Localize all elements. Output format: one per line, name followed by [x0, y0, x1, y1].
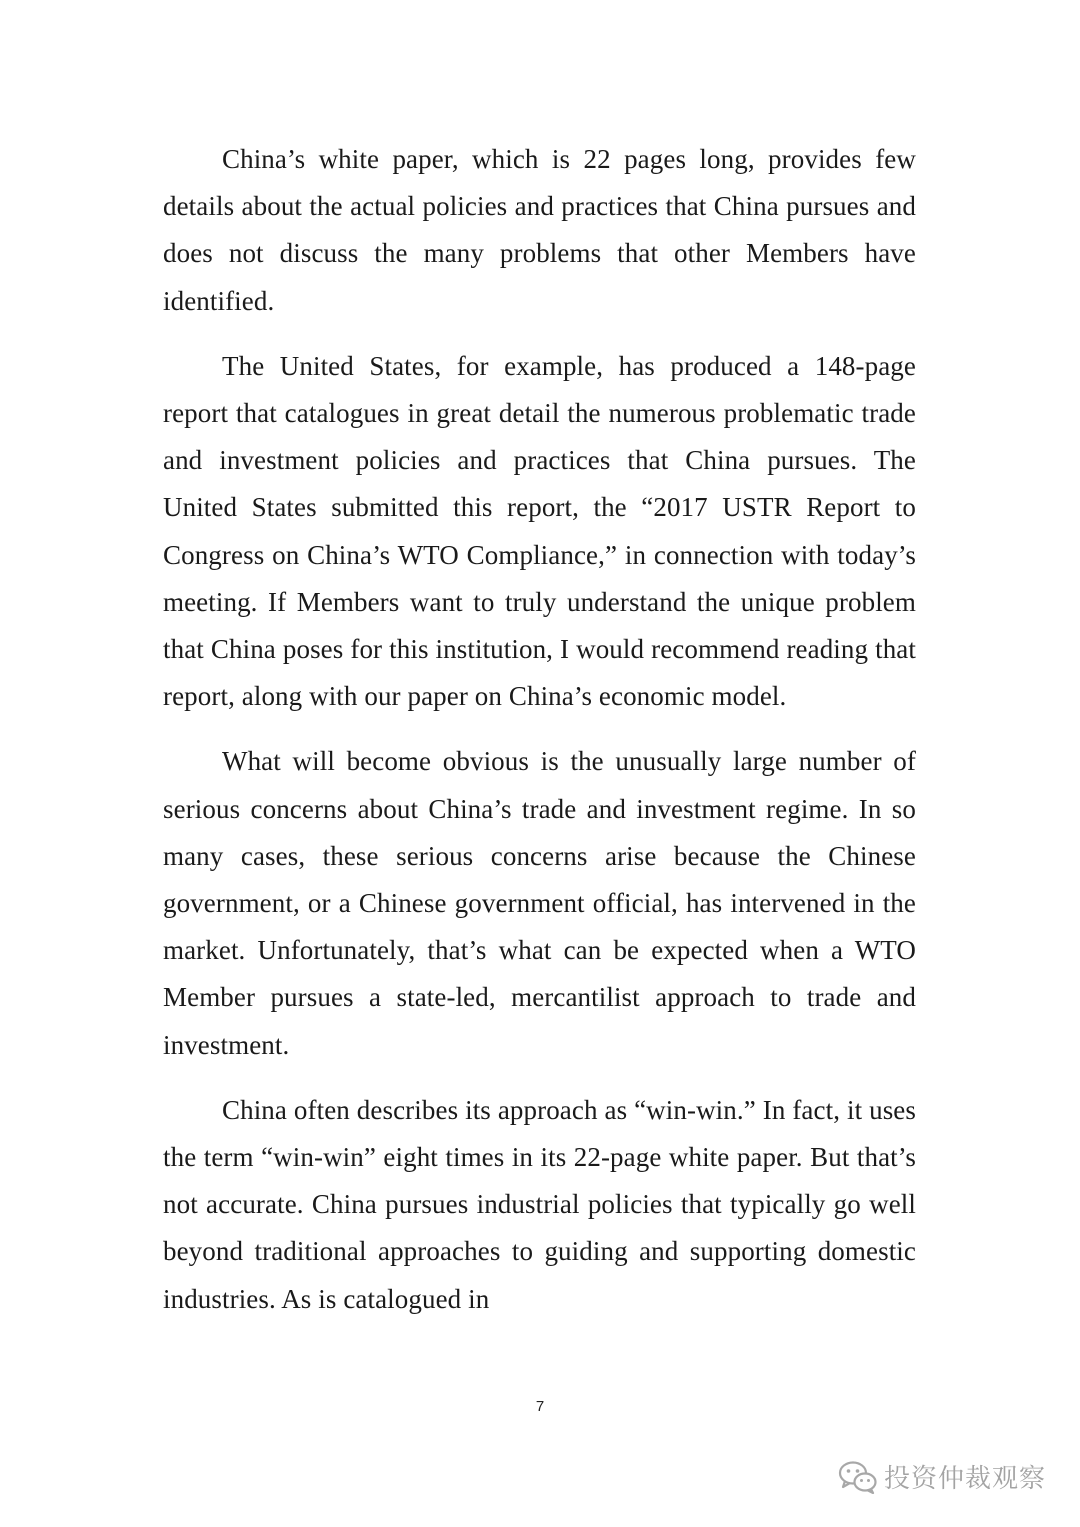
watermark [838, 1458, 1046, 1495]
wechat-icon [838, 1460, 878, 1494]
paragraph-4: China often describes its approach as “win-win.” In fact, it uses the term “win-win” eight times in its 22-page white paper. But that’s not accurate. China pursues industrial policies that typically go well beyond traditional approaches to guiding and supporting domestic industries. As is catalogued in [163, 1094, 916, 1314]
watermark-text: 投资仲裁观察 [883, 1464, 1046, 1494]
paragraph-3: What will become obvious is the unusually large number of serious concerns about China’s trade and investment regime. In so many cases, these serious concerns arise because the Chinese government, or a Chinese government official, has intervened in the market. Unfortunately, that’s what can be expected when a WTO Member pursues a state-led, mercantilist approach to trade and investment. [163, 746, 916, 1060]
page-number: 7 [535, 1398, 545, 1415]
paragraph-2: The United States, for example, has produced a 148-page report that catalogues in great detail the numerous problematic trade and investment policies and practices that China pursues. The United States submitted this report, the “2017 USTR Report to Congress on China’s WTO Compliance,” in connection with today’s meeting. If Members want to truly understand the unique problem that China poses for this institution, I would recommend reading that report, along with our paper on China’s economic model. [163, 350, 916, 712]
document-body [163, 136, 916, 1341]
paragraph-1: China’s white paper, which is 22 pages long, provides few details about the actual policies and practices that China pursues and does not discuss the many problems that other Members have identified. [163, 144, 916, 316]
